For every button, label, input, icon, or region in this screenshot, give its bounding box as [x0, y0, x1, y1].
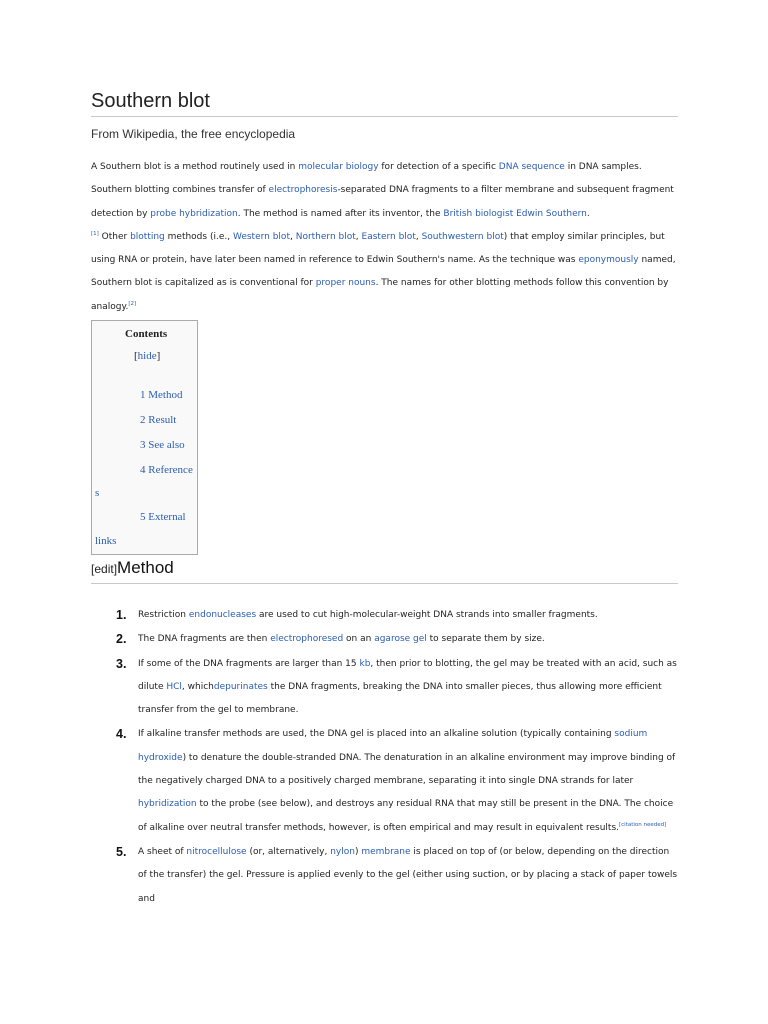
- step-text: to the probe (see below), and destroys any residual RNA that may still be present in the DNA. The choice of alkaline over neutral transfer methods, however, is often empirical and may result in equivalent results.: [138, 799, 674, 833]
- reference-1[interactable]: [1]: [91, 230, 99, 237]
- link-sodium-hydroxide[interactable]: sodium hydroxide: [138, 729, 648, 763]
- toc-item-result[interactable]: 2 Result: [140, 414, 177, 426]
- link-northern-blot[interactable]: Northern blot: [295, 231, 356, 242]
- page-title: Southern blot: [91, 90, 210, 112]
- intro-text: ) that employ similar principles, but using RNA or protein, have later been named in reference to Edwin Southern's name. As the technique was: [91, 231, 665, 266]
- link-eastern-blot[interactable]: Eastern blot: [361, 231, 416, 242]
- step-text: If some of the DNA fragments are larger than 15: [138, 658, 360, 669]
- list-item: [116, 723, 678, 839]
- link-southwestern-blot[interactable]: Southwestern blot: [421, 231, 504, 242]
- link-kb[interactable]: kb: [359, 658, 371, 669]
- page-tagline: From Wikipedia, the free encyclopedia: [91, 127, 296, 141]
- toc-hide-toggle: [134, 350, 160, 362]
- intro-text: .: [586, 208, 590, 219]
- link-probe-hybridization[interactable]: probe hybridization: [150, 208, 238, 219]
- step-number: 3.: [116, 656, 127, 671]
- step-text: the DNA fragments, breaking the DNA into smaller pieces, thus allowing more efficient transfer from the gel to membrane.: [138, 681, 662, 716]
- link-agarose-gel[interactable]: agarose gel: [374, 634, 427, 645]
- intro-text: . The names for other blotting methods follow this convention by analogy.: [91, 278, 669, 312]
- step-text: to separate them by size.: [426, 634, 545, 645]
- intro-text: A Southern blot is a method routinely used in: [91, 162, 299, 172]
- link-blotting[interactable]: blotting: [130, 231, 165, 242]
- link-hcl[interactable]: HCl: [166, 681, 182, 692]
- title-divider: [91, 116, 678, 117]
- step-text: on an: [343, 634, 375, 645]
- link-proper-nouns[interactable]: proper nouns: [315, 278, 376, 289]
- edit-section-link[interactable]: edit: [94, 562, 114, 576]
- intro-text: ,: [355, 231, 362, 242]
- toc-hide-link[interactable]: hide: [137, 350, 157, 362]
- link-depurinates[interactable]: depurinates: [213, 681, 268, 692]
- step-text: Restriction: [138, 610, 189, 620]
- step-text: , which: [181, 681, 214, 692]
- intro-text: . The method is named after its inventor, the: [237, 208, 444, 219]
- link-electrophoresed[interactable]: electrophoresed: [270, 634, 344, 645]
- bracket: [: [134, 350, 138, 362]
- section-heading-method: [91, 558, 174, 578]
- link-endonucleases[interactable]: endonucleases: [188, 610, 257, 620]
- link-nitrocellulose[interactable]: nitrocellulose: [186, 846, 247, 857]
- bracket: ]: [156, 350, 161, 362]
- step-text: The DNA fragments are then: [138, 634, 271, 645]
- bracket: [: [91, 562, 95, 576]
- step-number: 5.: [116, 844, 127, 859]
- link-dna-sequence[interactable]: DNA sequence: [498, 162, 565, 172]
- list-item: [116, 653, 678, 723]
- toc-item-external-links[interactable]: 5 External: [140, 511, 186, 523]
- step-text: is placed on top of (or below, depending on the direction of the transfer) the gel. Pressure is applied evenly to the gel (either using suction, or by placing a stack of paper towels and: [138, 846, 678, 904]
- step-number: 1.: [116, 608, 127, 622]
- link-molecular-biology[interactable]: molecular biology: [298, 162, 379, 172]
- step-number: 4.: [116, 727, 127, 742]
- list-item: [116, 628, 678, 651]
- intro-text: methods (i.e.,: [164, 231, 233, 242]
- citation-needed-link[interactable]: [citation needed]: [619, 821, 667, 828]
- toc-item-references-wrap[interactable]: s: [95, 487, 100, 499]
- intro-text: named, Southern blot is capitalized as is conventional for: [91, 255, 676, 289]
- intro-text: ,: [289, 231, 296, 242]
- intro-text: Other: [98, 231, 131, 242]
- step-text: ): [354, 846, 362, 857]
- step-text: ) to denature the double-stranded DNA. The denaturation in an alkaline environment may improve binding of the negatively charged DNA to a positively charged membrane, separating it into single DNA strands for later: [138, 752, 676, 787]
- method-steps-list: [116, 604, 678, 911]
- intro-text: in DNA samples. Southern blotting combines transfer of: [91, 162, 642, 196]
- bracket: ]: [113, 562, 118, 576]
- step-text: If alkaline transfer methods are used, the DNA gel is placed into an alkaline solution (typically containing: [138, 729, 615, 740]
- toc-item-method[interactable]: 1 Method: [140, 389, 183, 401]
- link-edwin-southern[interactable]: British biologist Edwin Southern: [443, 208, 587, 219]
- toc-item-external-links-wrap[interactable]: links: [95, 535, 117, 547]
- step-text: A sheet of: [138, 846, 187, 857]
- link-membrane[interactable]: membrane: [361, 846, 411, 857]
- step-text: are used to cut high-molecular-weight DNA strands into smaller fragments.: [256, 610, 598, 620]
- reference-2[interactable]: [2]: [128, 300, 137, 307]
- toc-item-see-also[interactable]: 3 See also: [140, 439, 185, 451]
- table-of-contents: [91, 320, 198, 555]
- intro-paragraph: [91, 156, 678, 319]
- step-number: 2.: [116, 632, 127, 647]
- intro-text: for detection of a specific: [378, 162, 499, 172]
- section-divider: [91, 583, 678, 584]
- link-nylon[interactable]: nylon: [330, 846, 355, 857]
- step-text: (or, alternatively,: [246, 846, 331, 857]
- link-western-blot[interactable]: Western blot: [232, 231, 290, 242]
- section-heading-text: Method: [117, 558, 174, 577]
- list-item: [116, 604, 678, 627]
- step-text: , then prior to blotting, the gel may be treated with an acid, such as dilute: [138, 658, 677, 692]
- intro-text: -separated DNA fragments to a filter membrane and subsequent fragment detection by: [91, 185, 674, 219]
- toc-item-references[interactable]: 4 Reference: [140, 464, 193, 476]
- link-electrophoresis[interactable]: electrophoresis: [268, 185, 338, 196]
- link-eponymously[interactable]: eponymously: [578, 255, 639, 266]
- link-hybridization[interactable]: hybridization: [138, 799, 197, 810]
- intro-text: ,: [415, 231, 422, 242]
- list-item: [116, 841, 678, 911]
- toc-title: Contents: [125, 328, 168, 340]
